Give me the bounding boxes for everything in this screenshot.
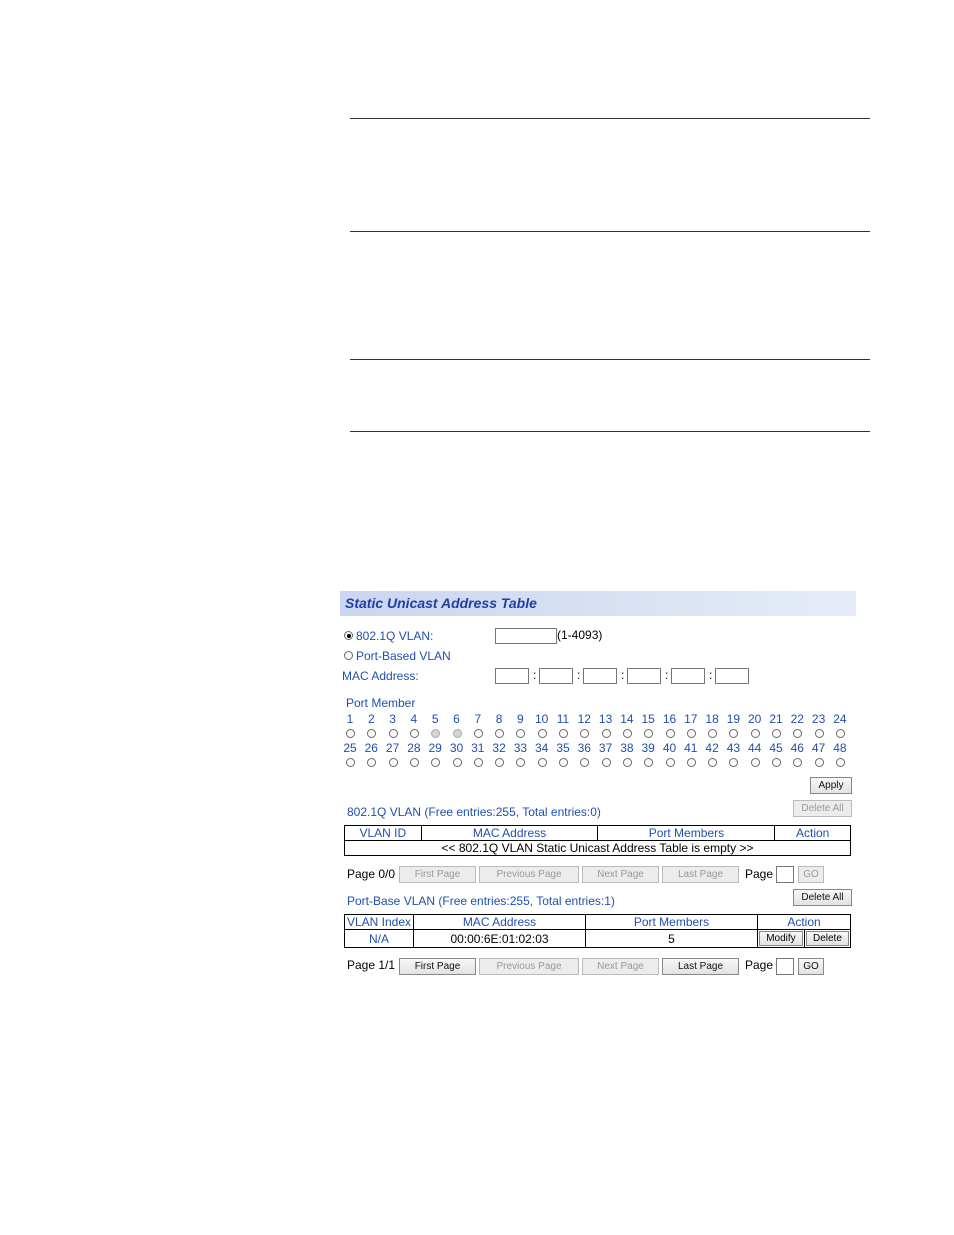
port-member-radio[interactable] [453, 729, 462, 738]
port-number-label: 29 [428, 741, 442, 755]
port-number-label: 5 [431, 712, 439, 726]
port-number-label: 13 [598, 712, 613, 726]
port-member-radio[interactable] [495, 758, 504, 767]
port-member-radio[interactable] [389, 758, 398, 767]
port-number-label: 25 [343, 741, 357, 755]
port-member-radio[interactable] [708, 729, 717, 738]
label-8021q-vlan: 802.1Q VLAN: [356, 629, 434, 643]
mac-octet-6-input[interactable] [715, 668, 749, 684]
vlan-id-input[interactable] [495, 628, 557, 644]
port-member-radio[interactable] [474, 729, 483, 738]
port-number-label: 24 [833, 712, 847, 726]
port-number-label: 40 [662, 741, 677, 755]
port-member-radio[interactable] [666, 729, 675, 738]
port-member-radio[interactable] [346, 729, 355, 738]
mac-octet-3-input[interactable] [583, 668, 617, 684]
portbase-page-label: Page [745, 958, 774, 972]
portbase-last-page-button[interactable]: Last Page [662, 958, 739, 975]
dot1q-page-input[interactable] [776, 866, 794, 883]
dot1q-next-page-button[interactable]: Next Page [582, 866, 659, 883]
mac-octet-5-input[interactable] [671, 668, 705, 684]
mac-separator: : [665, 668, 669, 682]
dot1q-address-table [344, 825, 851, 856]
port-member-radio[interactable] [580, 729, 589, 738]
port-number-label: 48 [833, 741, 847, 755]
port-member-radio[interactable] [516, 758, 525, 767]
port-member-radio[interactable] [602, 758, 611, 767]
port-number-label: 30 [449, 741, 464, 755]
port-member-radio[interactable] [538, 729, 547, 738]
label-port-based-vlan: Port-Based VLAN [356, 649, 451, 663]
portbase-address-table [344, 914, 851, 948]
port-member-label: Port Member [346, 696, 416, 710]
port-number-label: 2 [367, 712, 375, 726]
dot1q-page-info: Page 0/0 [347, 867, 396, 881]
port-number-label: 4 [410, 712, 418, 726]
row-port-members: 5 [586, 930, 758, 948]
port-member-radio[interactable] [538, 758, 547, 767]
col-port-members: Port Members [598, 826, 775, 841]
divider-rule [350, 359, 870, 360]
portbase-previous-page-button[interactable]: Previous Page [479, 958, 579, 975]
port-number-label: 28 [407, 741, 421, 755]
port-member-radio[interactable] [623, 758, 632, 767]
row-vlan-index: N/A [345, 930, 414, 948]
divider-rule [350, 231, 870, 232]
port-number-label: 11 [556, 712, 570, 726]
col-port-members: Port Members [586, 915, 758, 930]
port-member-radio[interactable] [729, 729, 738, 738]
row-modify-cell [758, 930, 805, 948]
port-member-radio[interactable] [751, 729, 760, 738]
port-number-label: 23 [811, 712, 826, 726]
port-member-radio[interactable] [623, 729, 632, 738]
col-action: Action [758, 915, 851, 930]
port-number-label: 12 [577, 712, 591, 726]
port-number-label: 46 [790, 741, 804, 755]
col-mac-address: MAC Address [421, 826, 598, 841]
port-number-label: 36 [577, 741, 591, 755]
col-action: Action [775, 826, 851, 841]
mac-octet-1-input[interactable] [495, 668, 529, 684]
port-number-label: 42 [705, 741, 719, 755]
port-member-radio[interactable] [815, 758, 824, 767]
port-number-label: 41 [684, 741, 698, 755]
portbase-next-page-button[interactable]: Next Page [582, 958, 659, 975]
port-member-radio[interactable] [815, 729, 824, 738]
portbase-go-button[interactable]: GO [798, 958, 824, 975]
port-number-label: 1 [346, 712, 354, 726]
modify-button[interactable]: Modify [759, 931, 803, 946]
port-number-label: 15 [641, 712, 655, 726]
port-number-label: 37 [598, 741, 613, 755]
port-member-radio[interactable] [559, 729, 568, 738]
port-number-label: 39 [641, 741, 655, 755]
port-number-label: 33 [513, 741, 528, 755]
dot1q-page-label: Page [745, 867, 774, 881]
port-number-label: 44 [748, 741, 762, 755]
port-member-radio[interactable] [836, 729, 845, 738]
port-member-radio[interactable] [516, 729, 525, 738]
port-number-label: 35 [556, 741, 570, 755]
mac-address-label: MAC Address: [342, 669, 419, 683]
table-row [345, 930, 851, 948]
row-mac-address: 00:00:6E:01:02:03 [414, 930, 586, 948]
port-member-radio[interactable] [453, 758, 462, 767]
port-member-radio[interactable] [687, 758, 696, 767]
port-number-label: 17 [684, 712, 698, 726]
panel-title-bar [340, 591, 856, 616]
dot1q-last-page-button[interactable]: Last Page [662, 866, 739, 883]
port-number-label: 27 [385, 741, 400, 755]
radio-port-based-vlan[interactable] [344, 651, 353, 660]
port-member-radio[interactable] [474, 758, 483, 767]
row-delete-cell [804, 930, 850, 948]
port-member-radio[interactable] [729, 758, 738, 767]
dot1q-go-button[interactable]: GO [798, 866, 824, 883]
port-member-radio[interactable] [367, 729, 376, 738]
port-number-label: 20 [748, 712, 762, 726]
port-member-radio[interactable] [410, 729, 419, 738]
port-member-radio[interactable] [751, 758, 760, 767]
port-member-radio[interactable] [772, 729, 781, 738]
port-member-radio[interactable] [666, 758, 675, 767]
port-number-label: 19 [726, 712, 741, 726]
mac-separator: : [533, 668, 537, 682]
radio-8021q-vlan[interactable] [344, 631, 353, 640]
panel-title: Static Unicast Address Table [345, 595, 537, 611]
port-number-label: 3 [389, 712, 396, 726]
empty-table-message: << 802.1Q VLAN Static Unicast Address Table is empty >> [345, 841, 851, 856]
delete-all-portbase-button[interactable]: Delete All [793, 889, 852, 906]
port-number-label: 32 [492, 741, 506, 755]
port-number-label: 10 [535, 712, 549, 726]
port-member-radio[interactable] [836, 758, 845, 767]
port-number-label: 22 [790, 712, 804, 726]
port-number-label: 21 [769, 712, 783, 726]
vlan-range-hint: (1-4093) [557, 628, 603, 642]
port-member-radio[interactable] [495, 729, 504, 738]
port-member-radio[interactable] [410, 758, 419, 767]
static-unicast-panel [340, 588, 856, 988]
port-member-radio[interactable] [367, 758, 376, 767]
port-number-label: 34 [535, 741, 549, 755]
port-number-label: 31 [471, 741, 485, 755]
port-number-label: 26 [364, 741, 378, 755]
col-vlan-id: VLAN ID [345, 826, 422, 841]
port-number-label: 16 [662, 712, 677, 726]
port-member-radio[interactable] [687, 729, 696, 738]
portbase-page-input[interactable] [776, 958, 794, 975]
portbase-first-page-button[interactable]: First Page [399, 958, 476, 975]
port-member-radio[interactable] [644, 758, 653, 767]
portbase-page-info: Page 1/1 [347, 958, 396, 972]
port-number-label: 6 [453, 712, 460, 726]
port-number-label: 9 [517, 712, 524, 726]
dot1q-first-page-button[interactable]: First Page [399, 866, 476, 883]
dot1q-table-heading: 802.1Q VLAN (Free entries:255, Total entries:0) [347, 805, 601, 819]
port-number-label: 47 [811, 741, 826, 755]
port-member-radio[interactable] [793, 729, 802, 738]
port-member-radio[interactable] [772, 758, 781, 767]
port-member-radio[interactable] [559, 758, 568, 767]
port-member-radio[interactable] [580, 758, 589, 767]
port-member-radio[interactable] [389, 729, 398, 738]
mac-octet-2-input[interactable] [539, 668, 573, 684]
col-vlan-index: VLAN Index [345, 915, 414, 930]
col-mac-address: MAC Address [414, 915, 586, 930]
dot1q-previous-page-button[interactable]: Previous Page [479, 866, 579, 883]
delete-button[interactable]: Delete [806, 931, 849, 946]
port-member-radio[interactable] [346, 758, 355, 767]
port-number-label: 38 [620, 741, 634, 755]
port-member-radio[interactable] [793, 758, 802, 767]
delete-all-8021q-button[interactable]: Delete All [793, 800, 852, 817]
divider-rule [350, 118, 870, 119]
port-member-radio[interactable] [644, 729, 653, 738]
divider-rule [350, 431, 870, 432]
port-number-label: 14 [620, 712, 634, 726]
port-number-label: 43 [726, 741, 741, 755]
apply-button[interactable]: Apply [810, 777, 852, 794]
port-member-radio[interactable] [602, 729, 611, 738]
port-number-label: 18 [705, 712, 719, 726]
port-member-radio[interactable] [708, 758, 717, 767]
mac-separator: : [709, 668, 713, 682]
mac-octet-4-input[interactable] [627, 668, 661, 684]
portbase-table-heading: Port-Base VLAN (Free entries:255, Total entries:1) [347, 894, 615, 908]
port-member-radio[interactable] [431, 758, 440, 767]
port-number-label: 8 [495, 712, 503, 726]
port-member-radio[interactable] [431, 729, 440, 738]
port-number-label: 7 [474, 712, 482, 726]
mac-separator: : [621, 668, 625, 682]
port-number-label: 45 [769, 741, 783, 755]
mac-separator: : [577, 668, 581, 682]
